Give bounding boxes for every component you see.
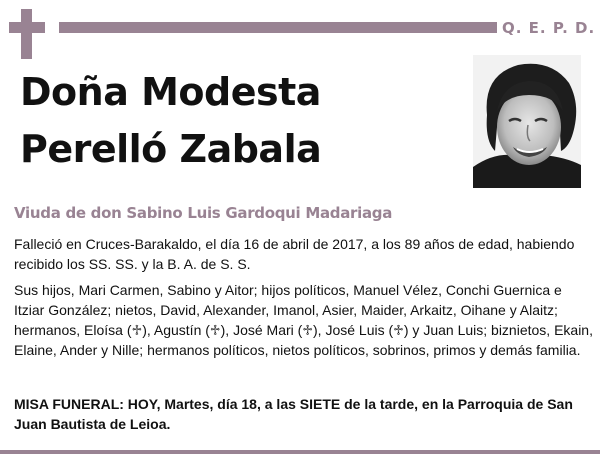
bottom-rule — [0, 450, 600, 454]
portrait-photo — [473, 55, 581, 188]
name-line-2: Perelló Zabala — [20, 127, 322, 171]
family-paragraph: Sus hijos, Mari Carmen, Sabino y Aitor; hijos políticos, Manuel Vélez, Conchi Guernica e Itziar González; nietos, David, Alexander, Imanol, Asier, Maider, Arkaitz, Oihane y Alaitz; hermanos, Eloísa (♱), Agustín (♱), José Mari (♱), José Luis (♱) y Juan Luis; biznietos, Ekain, Elaine, Ander y Nille; hermanos políticos, nietos políticos, sobrinos, primos y demás familia. — [14, 282, 593, 358]
deceased-name — [20, 64, 321, 178]
death-notice-paragraph: Falleció en Cruces-Barakaldo, el día 16 de abril de 2017, a los 89 años de edad, habiendo recibido los SS. SS. y la B. A. de S. S. — [14, 236, 575, 272]
funeral-mass-paragraph: MISA FUNERAL: HOY, Martes, día 18, a las SIETE de la tarde, en la Parroquia de San Juan Bautista de Leioa. — [14, 396, 573, 432]
subtitle: Viuda de don Sabino Luis Gardoqui Madariaga — [14, 204, 393, 222]
qepd-label: Q. E. P. D. — [502, 19, 596, 37]
name-line-1: Doña Modesta — [20, 70, 321, 114]
header-rule — [59, 22, 497, 33]
